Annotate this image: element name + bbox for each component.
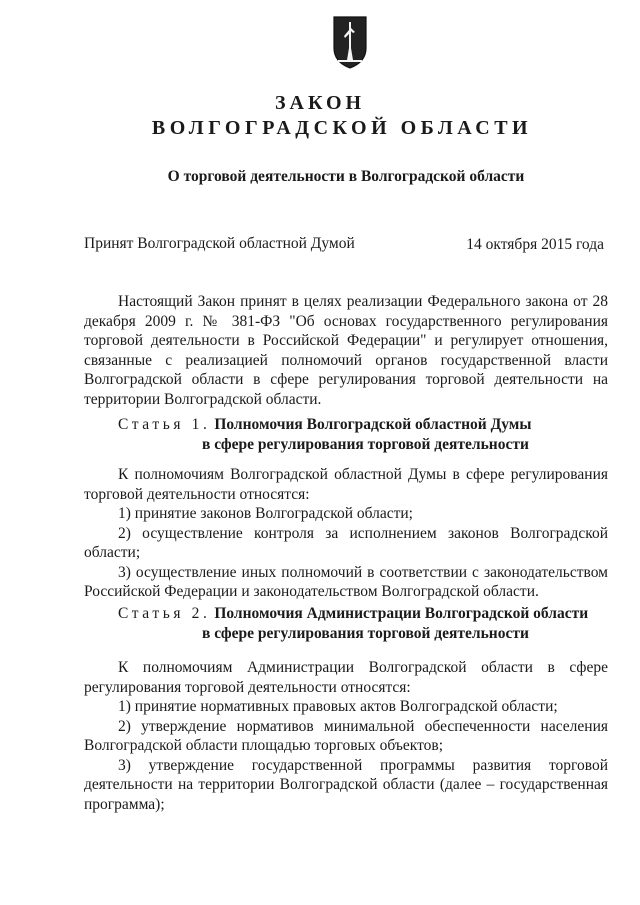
- article-1-item-3: 3) осуществление иных полномочий в соответствии с законодательством Российской Федерации и законодательством Волгоградской области.: [84, 563, 608, 600]
- article-1-heading: [118, 415, 600, 454]
- article-2-intro: К полномочиям Администрации Волгоградской области в сфере регулирования торговой деятельности относятся:: [84, 659, 608, 696]
- article-1-title-line2: в сфере регулирования торговой деятельности: [202, 435, 529, 453]
- article-2-label: Статья 2.: [118, 605, 211, 622]
- article-1-title-line1: Полномочия Волгоградской областной Думы: [214, 416, 532, 433]
- article-1-item-2: 2) осуществление контроля за исполнением законов Волгоградской области;: [84, 524, 608, 561]
- article-2-title-line2: в сфере регулирования торговой деятельности: [202, 624, 529, 642]
- adopted-by-text: Принят Волгоградской областной Думой: [84, 235, 355, 252]
- region-title: ВОЛГОГРАДСКОЙ ОБЛАСТИ: [151, 117, 533, 139]
- article-1-body: [84, 465, 608, 602]
- coat-of-arms-icon: [330, 14, 370, 70]
- law-subject-title: О торговой деятельности в Волгоградской области: [167, 168, 525, 185]
- article-1-intro: К полномочиям Волгоградской областной Думы в сфере регулирования торговой деятельности относятся:: [84, 466, 608, 503]
- article-2-item-2: 2) утверждение нормативов минимальной обеспеченности населения Волгоградской области площадью торговых объектов;: [84, 717, 608, 754]
- adoption-date: 14 октября 2015 года: [466, 236, 604, 253]
- article-1-item-1: 1) принятие законов Волгоградской области;: [118, 505, 413, 522]
- article-2-body: [84, 658, 608, 814]
- article-2-heading: [118, 604, 600, 643]
- article-2-title-line1: Полномочия Администрации Волгоградской области: [214, 605, 589, 622]
- document-type-title: ЗАКОН: [274, 92, 366, 114]
- preamble-block: [84, 292, 608, 409]
- article-2-item-3: 3) утверждение государственной программы развития торговой деятельности на территории Волгоградской области (далее – государственная программа);: [84, 756, 608, 813]
- article-1-label: Статья 1.: [118, 416, 211, 433]
- preamble-paragraph: Настоящий Закон принят в целях реализации Федерального закона от 28 декабря 2009 г. № 381-ФЗ "Об основах государственного регулирования торговой деятельности в Российской Федерации" и регулирует отношения, связанные с реализацией полномочий органов государственной власти Волгоградской области в сфере регулирования торговой деятельности на территории Волгоградской области.: [84, 293, 608, 408]
- article-2-item-1: 1) принятие нормативных правовых актов Волгоградской области;: [118, 698, 558, 715]
